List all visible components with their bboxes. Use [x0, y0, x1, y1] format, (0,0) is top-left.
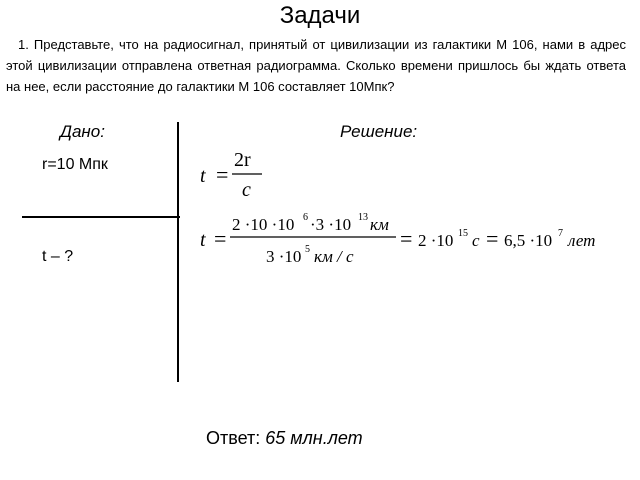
f2-res1-unit: с — [472, 231, 480, 250]
f2-num-b-exp: 13 — [358, 212, 368, 223]
page-title: Задачи — [279, 2, 361, 29]
f2-res2-unit: лет — [568, 231, 596, 250]
f2-num-a: 2 ·10 ·10 — [232, 215, 295, 234]
solution-label: Решение: — [340, 122, 418, 141]
f2-den-a-exp: 5 — [305, 244, 310, 255]
horizontal-divider — [22, 216, 180, 218]
given-label: Дано: — [60, 122, 105, 141]
f2-eq3: = — [486, 226, 499, 251]
f2-res2: 6,5 ·10 — [504, 231, 553, 250]
f2-res1-exp: 15 — [458, 228, 468, 239]
problem-text: 1. Представьте, что на радиосигнал, принятый от цивилизации из галактики М 106, нами в адрес этой цивилизации отправлена ответная радиограмма. Сколько времени пришлось бы ждать ответа на нее, если расстояние до галактики М 106 составляет 10Мпк? — [6, 37, 626, 94]
answer-value: 65 млн.лет — [265, 428, 363, 448]
f1-lhs: t — [200, 165, 206, 187]
answer — [206, 428, 363, 449]
formula-calculation — [200, 212, 595, 266]
f2-res1: 2 ·10 — [418, 231, 454, 250]
f2-den-unit: км / с — [314, 247, 354, 266]
find-value: t – ? — [42, 248, 74, 265]
f2-res2-exp: 7 — [558, 228, 563, 239]
f2-num-a-exp: 6 — [303, 212, 308, 223]
solution-formulas — [186, 140, 626, 280]
vertical-divider — [177, 122, 179, 382]
f2-num-b: ·3 ·10 — [310, 215, 352, 234]
answer-label: Ответ: — [206, 428, 261, 448]
f2-eq2: = — [400, 226, 413, 251]
f2-num-unit: км — [370, 215, 389, 234]
given-value: r=10 Мпк — [42, 156, 108, 173]
formula-speed-time — [200, 149, 262, 201]
f2-lhs: t — [200, 229, 206, 251]
f1-num: 2r — [234, 149, 251, 171]
f1-den: c — [242, 179, 251, 201]
f2-den-a: 3 ·10 — [266, 247, 302, 266]
f2-eq: = — [214, 226, 227, 251]
f1-eq: = — [216, 162, 229, 187]
